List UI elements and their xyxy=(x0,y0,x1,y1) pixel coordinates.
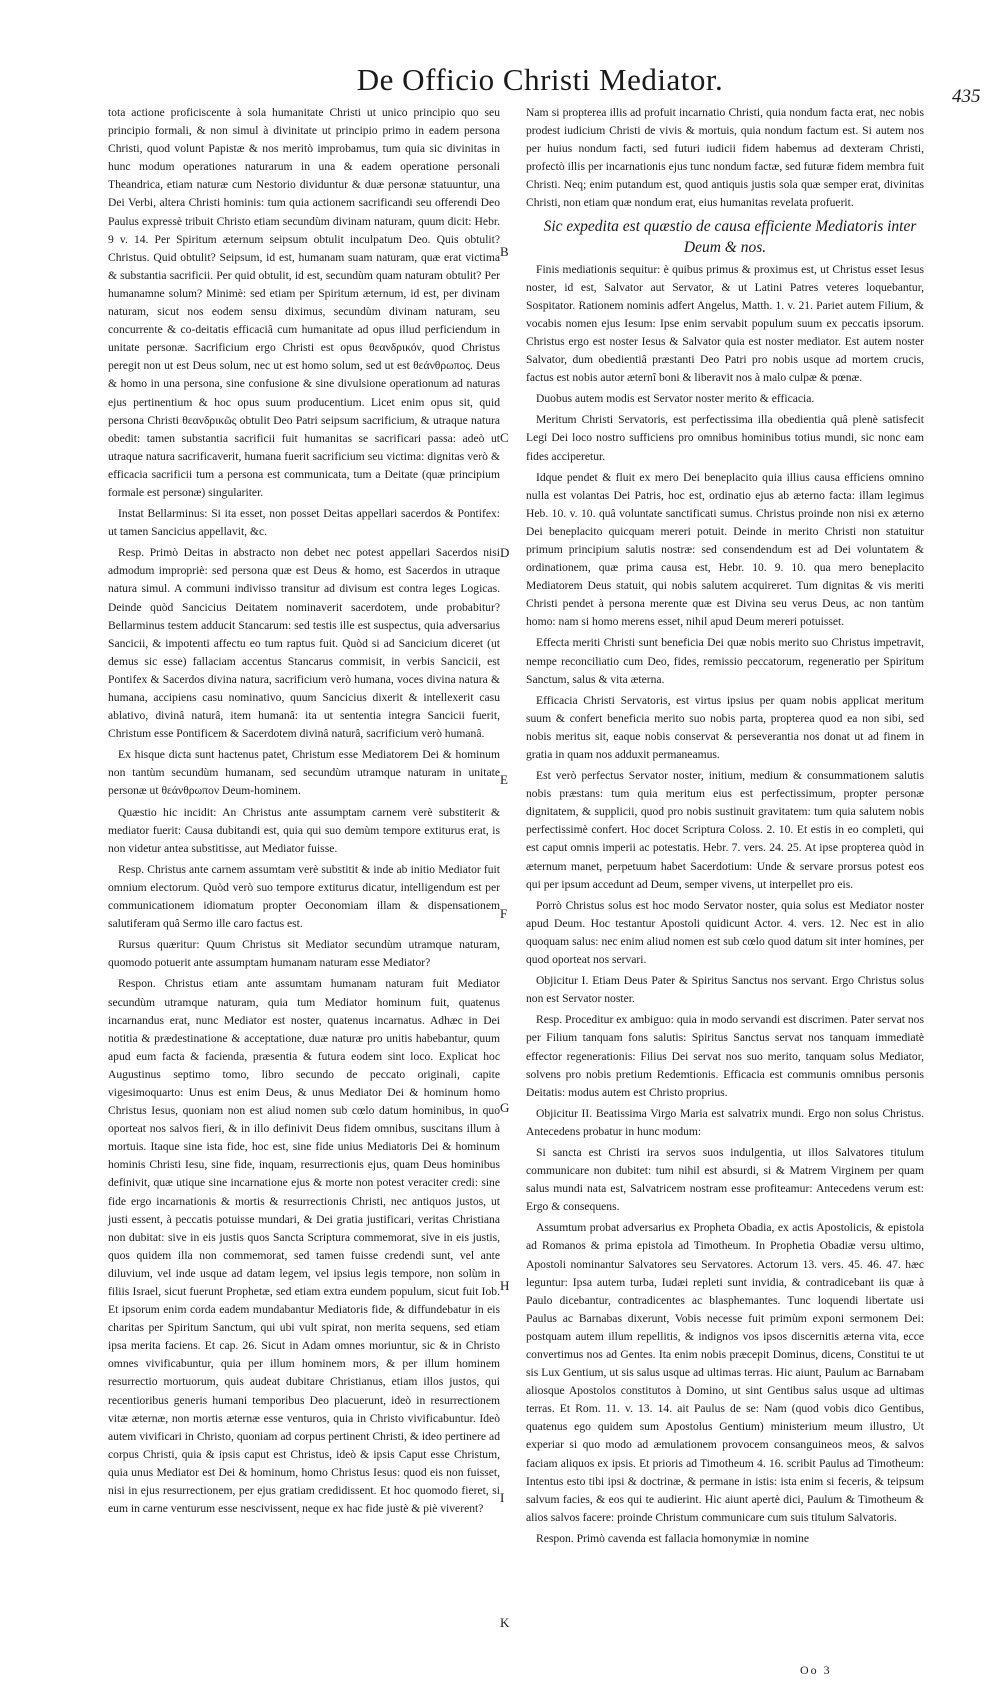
margin-letter: G xyxy=(500,1100,510,1115)
margin-letter: B xyxy=(500,244,509,259)
body-paragraph: Idque pendet & fluit ex mero Dei beneplacito quia illius causa efficiens omnino nulla est volantas Dei Patris, hoc est, ordinatio ejus ab æterno facta: illam legimus Heb. 10. v. 10. quâ voluntate sanctificati sumus. Christus proinde non nisi ex æterno Dei beneplacito quicquam mereri potuit. Deinde in merito Christi non statuitur primum principium salutis nostræ: sed consendendum est ad Dei voluntatem & ordinationem, quæ prima causa est, Hebr. 10. 9. 10. qua mero beneplacito Mediatorem Deus statuit, qui nobis salutem acquireret. Tum dignitas & vis meriti Christi pendet à persona merente quæ est Divina seu verus Deus, ac non tantùm homo: nam si homo merens esset, nihil apud Deum mereri potuisset. xyxy=(526,470,924,629)
margin-letter: D xyxy=(500,545,510,560)
body-paragraph: Instat Bellarminus: Si ita esset, non posset Deitas appellari sacerdos & Pontifex: ut tamen Sancicius appellavit, &c. xyxy=(108,507,500,539)
body-paragraph: tota actione proficiscente à sola humanitate Christi ut unico principio quo seu principio formali, & non simul à divinitate ut principio primo in eadem persona Christi, quod volunt Papistæ & nos meritò improbamus, tum quia sic divinitas in hunc modum operationes naturarum in una & eadem operatione personali Theandrica, etiam naturæ cum Nestorio dividuntur & duæ personæ statuuntur, una Dei Verbi, altera Christi hominis: tum quia actionem sacrificandi seu offerendi Deo Paulus expressè tribuit Christo etiam secundùm divinam naturam, quum dicit: Hebr. 9 v. 14. Per Spiritum æternum seipsum obtulit inculpatum Deo. Quis obtulit? Christus. Quid obtulit? Seipsum, id est, humanam suam naturam, quæ erat victima & substantia sacrificii. Per quid obtulit, id est, secundùm quam naturam obtulit? Per humanamne solum? Minimè: sed etiam per Spiritum æternum, id est, per divinam naturam, sicut nos eodem sensu diximus, secundùm divinam naturam, seu concurrente & co-deitatis efficaciâ cum humanitate ad opus illud perficiendum in unitate personæ. Sacrificium ergo Christi est opus θεανδρικόν, quod Christus peregit non ut est Deus solum, nec ut est homo solum, sed ut est θεάνθρωπος. Deus & homo in una persona, sine confusione & sine divulsione operationum ad naturas ejus pertinentium & hoc opus suum producentium. Licet enim opus sit, quid persona Christi θεανδρικῶς obtulit Deo Patri seipsum sacrificium, & utraque natura obedit: tamen substantia sacrificii fuit humanitas se sacrificari passa: adeò ut utraque natura sacrificaverit, humana fuerit sacrificium seu victima: dignitas verò & efficacia sacrificii tum a persona est communicata, tum a Deitate (quæ principium formale est personæ) singulariter. xyxy=(108,106,500,499)
margin-letter: F xyxy=(500,906,508,921)
margin-letter: E xyxy=(500,772,508,787)
body-paragraph: Si sancta est Christi ira servos suos indulgentia, ut illos Salvatores titulum communicare non dubitet: tum nihil est absurdi, si & Matrem Virginem per quam salus mundi nata est, Salvatricem nostram esse profiteamur: Antecedens verum est: Ergo & consequens. xyxy=(526,1145,924,1214)
body-paragraph: Objicitur I. Etiam Deus Pater & Spiritus Sanctus nos servant. Ergo Christus solus non est Servator noster. xyxy=(526,974,924,1006)
body-paragraph: Est verò perfectus Servator noster, initium, medium & consummationem salutis nobis præstans: tum quia meritum eius est perfectissimum, propter personæ dignitatem, & supplicii, quod pro nobis sustinuit gravitatem: tum quia salutem nobis perfectissimè confert. Hoc docet Scriptura Coloss. 2. 10. Et estis in eo completi, qui est caput omnis imperii ac potestatis. Hebr. 7. vers. 24. 25. At ipse propterea quòd in æternum manet, perpetuum habet Sacerdotium: Unde & servare prorsus potest eos qui per ipsum accedunt ad Deum, semper vivens, ut interpellet pro eis. xyxy=(526,769,924,891)
margin-letter: C xyxy=(500,430,509,445)
body-paragraph: Effecta meriti Christi sunt beneficia Dei quæ nobis merito suo Christus impetravit, nempe reconciliatio cum Deo, fides, remissio peccatorum, regeneratio per Spiritum Sanctum, salus & vita æterna. xyxy=(526,636,924,686)
body-paragraph: Quæstio hic incidit: An Christus ante assumptam carnem verè substiterit & mediator fuerit: Causa dubitandi est, quia qui suo demùm tempore extiturus erat, is non videtur antea substitisse, aut Mediator fuisse. xyxy=(108,805,500,855)
running-head: De Officio Christi Mediator. xyxy=(356,62,724,97)
body-paragraph: Ex hisque dicta sunt hactenus patet, Christum esse Mediatorem Dei & hominum non tantùm secundùm humanam, sed secundùm utramque naturam in unitate personæ ut θεάνθρωπον Deum-hominem. xyxy=(108,748,500,798)
margin-letter: I xyxy=(500,1490,505,1505)
page-number: 435 xyxy=(952,86,981,107)
margin-letter: K xyxy=(500,1615,510,1630)
section-heading: Sic expedita est quæstio de causa efficiente Mediatoris inter Deum & nos. xyxy=(543,217,917,256)
body-paragraph: Respon. Christus etiam ante assumtam humanam naturam fuit Mediator secundùm utramque naturam, quia tum Mediator hominum fuit, quatenus incarnandus erat, nunc Mediator est noster, quatenus incarnatus. Adhæc in Dei notitia & prædestinatione & acceptatione, duæ naturæ pro unitis habebantur, quum apud eum facta & facienda, præsentia & futura eodem sint loco. Explicat hoc Augustinus septimo tomo, libro secundo de peccato originali, capite vigesimoquarto: Unus est enim Deus, & unus Mediator Dei & hominum homo Christus Iesus, quoniam non est aliud nomen sub cœlo datum hominibus, in quo oporteat nos salvos fieri, & in illo definivit Deus fidem omnibus, suscitans illum à mortuis. Itaque sine ista fide, hoc est, sine fide unius Mediatoris Dei & hominum hominis Christi Iesu, sine fide, inquam, resurrectionis ejus, quam Deus hominibus definivit, quæ utique sine incarnatione ejus & morte non potest veraciter credi: sine fide ergo incarnationis & mortis & resurrectionis Christi, nec antiquos justos, ut justi essent, à peccatis potuisse mundari, & Dei gratia justificari, veritas Christiana non dubitat: sive in eis justis quos Sancta Scriptura commemorat, sive in eis justis, quos quidem illa non commemorat, sed tamen fuisse credendi sunt, vel ante diluvium, vel inde usque ad datam legem, vel ipsius legis tempore, non solùm in filiis Israel, sicut fuerunt Prophetæ, sed etiam extra eundem populum, sicut fuit Iob. Et ipsorum enim corda eadem mundabantur Mediatoris fide, & diffundebatur in eis charitas per Spiritum Sanctum, qui ubi vult spirat, non merita sequens, sed etiam ipsa merita faciens. Et cap. 26. Sicut in Adam omnes moriuntur, sic & in Christo omnes vivificabuntur, quia per illum hominem mors, & per illum hominem resurrectio mortuorum, quis audeat dubitare Christianus, etiam illos justos, qui recentioribus generis humani temporibus Deo placuerunt, ideò in resurrectionem vitæ æternæ, non mortis æternæ esse venturos, quia in Christo vivificabuntur. Ideò autem vivificari in Christo, quoniam ad corpus pertinent Christi, & ideo pertinere ad corpus Christi, quia & ipsis caput est Christus, ideò & ipsis Caput esse Christum, quia unus Mediator est Dei & hominum, homo Christus Iesus: quod eis non fuisset, nisi in ejus resurrectionem, per ejus gratiam credidissent. Et hoc quomodo fieret, si eum in carne venturum esse nescivissent, neque ex hac fide justè & piè viverent? xyxy=(108,977,500,1516)
body-paragraph: Objicitur II. Beatissima Virgo Maria est salvatrix mundi. Ergo non solus Christus. Antecedens probatur in hunc modum: xyxy=(526,1106,924,1138)
body-paragraph: Porrò Christus solus est hoc modo Servator noster, quia solus est Mediator noster apud Deum. Hoc testantur Apostoli quidicunt Actor. 4. vers. 12. Nec est in alio quoquam salus: nec enim aliud nomen est sub cœlo quod datum sit inter homines, per quod oporteat nos servari. xyxy=(526,898,924,967)
body-paragraph: Resp. Christus ante carnem assumtam verè substitit & inde ab initio Mediator fuit omnium electorum. Quòd verò suo tempore extiturus dicatur, intelligendum est per communicationem idiomatum propter Oeconomiam illam & dispensationem salutiferam quâ Sermo ille caro factus est. xyxy=(108,862,500,931)
body-paragraph: Finis mediationis sequitur: è quibus primus & proximus est, ut Christus esset Iesus noster, id est, Salvator aut Servator, & ut Latini Patres veteres loquebantur, Sospitator. Rationem nominis adfert Angelus, Matth. 1. v. 21. Pariet autem Filium, & vocabis nomen ejus Iesum: Ipse enim servabit populum suum ex peccatis ipsorum. Christus ergo est noster Iesus & Salvator quia est noster mediator. Est autem noster Salvator, dum obedientiâ præstanti Deo Patri pro nobis usque ad mortem crucis, factus est nobis autor æternî boni & liberavit nos à malo culpæ & pœnæ. xyxy=(526,262,924,385)
signature-mark: Oo 3 xyxy=(800,1663,832,1677)
body-paragraph: Respon. Primò cavenda est fallacia homonymiæ in nomine xyxy=(536,1531,810,1545)
body-paragraph: Efficacia Christi Servatoris, est virtus ipsius per quam nobis applicat meritum suum & confert beneficia merito suo nobis parta, propterea quod ea non sibi, sed nobis meritus sit, eaque nobis conservat & perseverantia nos donat ut ad finem in gratia in quam nos adduxit permaneamus. xyxy=(526,693,924,761)
body-paragraph: Duobus autem modis est Servator noster merito & efficacia. xyxy=(536,392,815,406)
right-column xyxy=(526,104,924,1551)
body-paragraph: Resp. Proceditur ex ambiguo: quia in modo servandi est discrimen. Pater servat nos per Filium tanquam fons salutis: Spiritus Sanctus servat nos tanquam immediatè effector regenerationis: Filius Dei servat nos suo merito, tanquam solus Mediator, solvens pro nobis pretium Redemtionis. Efficacia est communis omnibus personis Deitatis: modus autem est Christo proprius. xyxy=(526,1013,924,1099)
body-paragraph: Resp. Primò Deitas in abstracto non debet nec potest appellari Sacerdos nisi admodum impropriè: sed persona quæ est Deus & homo, est Sacerdos in utraque natura simul. A communi indivisso transitur ad divisum est contra leges Logicas. Deinde quòd Sancicius Deitatem nominaverit sacerdotem, unde probabitur? Bellarminus testem adducit Stancarum: sed testis ille est suspectus, quia adversarius Sancicii, & impotenti affectu eo tum raptus fuit. Quòd si ad Sancicium diceret (ut demus sic esse) fallaciam accentus Stancarus commisit, in verbis Sancicii, est Pontifex & Sacerdos divina natura, sacrificium verò humana, voces divina natura & humana, accipiens casu nominativo, quum Sancicius dixerit & intellexerit casu ablativo, divinâ naturâ, item humanâ: ita ut sententia integra Sancicii fuerit, Christum esse Pontificem & Sacerdotem divinâ naturâ, sacrificium verò humanâ. xyxy=(108,546,500,741)
body-paragraph: Meritum Christi Servatoris, est perfectissima illa obedientia quâ plenè satisfecit Legi Dei loco nostro sufficiens pro omnibus hominibus totius mundi, sic nonc eam fides acciperetur. xyxy=(526,413,924,463)
left-column xyxy=(108,104,500,1521)
body-paragraph: Nam si propterea illis ad profuit incarnatio Christi, quia nondum facta erat, nec nobis prodest iudicium Christi de vivis & mortuis, quia nondum factum est. Si autem nos per huius nondum facti, sed futuri iudicii fidem habemus ad dexteram Christi, profectò illis per incarnationis ejus tunc nondum factæ, sed futuræ fidem membra fuit Christi. Neq; enim putandum est, quod antiquis justis sola quæ semper erat, divinitas Christi, non etiam quæ nondum erat, eius humanitas revelata profuerit. xyxy=(526,106,924,210)
margin-letter: H xyxy=(500,1278,510,1293)
body-paragraph: Rursus quæritur: Quum Christus sit Mediator secundùm utramque naturam, quomodo potuerit ante assumptam humanam naturam esse Mediator? xyxy=(108,938,500,970)
body-paragraph: Assumtum probat adversarius ex Propheta Obadia, ex actis Apostolicis, & epistola ad Romanos & prima epistola ad Timotheum. In Prophetia Obadiæ versu ultimo, Apostoli nominantur Salvatores seu Servatores. Actorum 13. vers. 45. 46. 47. hæc leguntur: Ipsa autem turba, Iudæi repleti sunt invidia, & contradicebant iis quæ à Paulo dicebantur, contradicentes ac blasphemantes. Tunc loquendi libertate usi Paulus ac Barnabas dixerunt, Vobis necesse fuit primùm exponi sermonem Dei: postquam autem illum repellitis, & indignos vos ipsos discernitis æterna vita, ecce convertimus nos ad Gentes. Ita enim nobis præcepit Dominus, dicens, Constitui te ut sis Lux Gentium, ut sis salus usque ad ultimas terras. Hic aiunt, Paulum ac Barnabam aliosque Apostolos constitutos à Domino, ut sint Gentibus salus usque ad ultimas terras. Et Rom. 11. v. 13. 14. ait Paulus de se: Nam (quod vobis dico Gentibus, quatenus ego quidem sum Apostolus Gentium) ministerium meum illustro, Ut experiar si quo modo ad æmulationem provocem consanguineos meos, & salvos faciam aliquos ex ipsis. Et prioris ad Timotheum 4. 16. scribit Paulus ad Timotheum: Intentus esto tibi ipsi & doctrinæ, & permane in istis: ista enim si feceris, & teipsum salvum facies, & eos qui te audierint. Hic aiunt apertè dici, Paulum & Timotheum & alios salvos facere: proinde Christum communicare cum suis titulum Salvatoris. xyxy=(526,1221,924,1524)
